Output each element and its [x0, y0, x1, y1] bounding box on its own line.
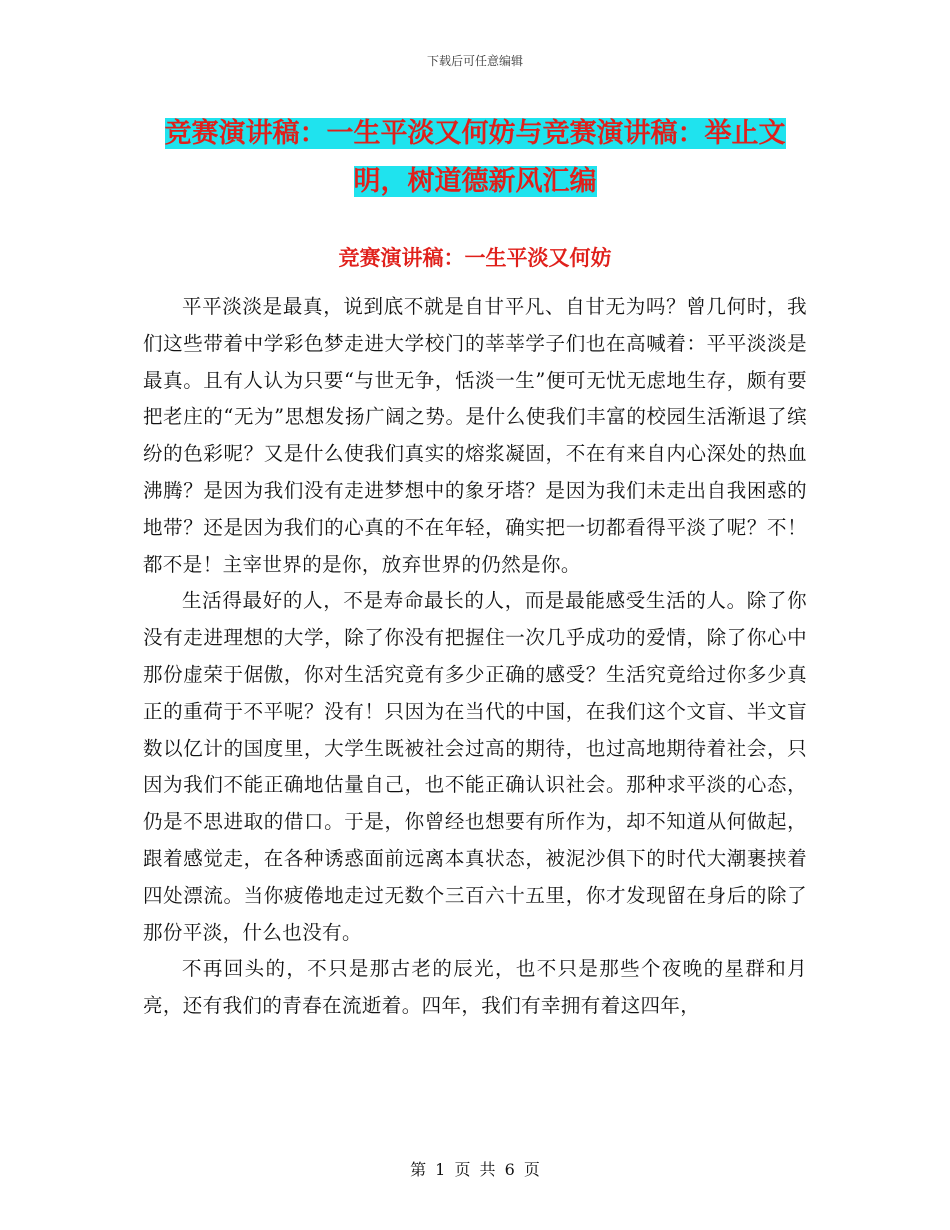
- document-title-text: 竞赛演讲稿：一生平淡又何妨与竞赛演讲稿：举止文明，树道德新风汇编: [164, 118, 786, 197]
- paragraph: 不再回头的，不只是那古老的辰光，也不只是那些个夜晚的星群和月亮，还有我们的青春在流逝着。四年，我们有幸拥有着这四年，: [143, 957, 807, 1018]
- section-title: 竞赛演讲稿：一生平淡又何妨: [338, 246, 612, 270]
- document-title: [140, 110, 810, 206]
- page-number-footer: 第 1 页 共 6 页: [410, 1160, 540, 1179]
- paragraph: 生活得最好的人，不是寿命最长的人，而是最能感受生活的人。除了你没有走进理想的大学，除了你没有把握住一次几乎成功的爱情，除了你心中那份虚荣于倨傲，你对生活究竟有多少正确的感受？生活究竟给过你多少真正的重荷于不平呢？没有！只因为在当代的中国，在我们这个文盲、半文盲数以亿计的国度里，大学生既被社会过高的期待，也过高地期待着社会，只因为我们不能正确地估量自己，也不能正确认识社会。那种求平淡的心态，仍是不思进取的借口。于是，你曾经也想要有所作为，却不知道从何做起，跟着感觉走，在各种诱惑面前远离本真状态，被泥沙俱下的时代大潮裹挟着四处漂流。当你疲倦地走过无数个三百六十五里，你才发现留在身后的除了那份平淡，什么也没有。: [143, 589, 807, 944]
- header-note: 下载后可任意编辑: [426, 54, 523, 68]
- body-text: [143, 289, 807, 1025]
- paragraph: 平平淡淡是最真，说到底不就是自甘平凡、自甘无为吗？曾几何时，我们这些带着中学彩色梦走进大学校门的莘莘学子们也在高喊着：平平淡淡是最真。且有人认为只要“与世无争，恬淡一生”便可无忧无虑地生存，颇有要把老庄的“无为”思想发扬广阔之势。是什么使我们丰富的校园生活渐退了缤纷的色彩呢？又是什么使我们真实的熔浆凝固，不在有来自内心深处的热血沸腾？是因为我们没有走进梦想中的象牙塔？是因为我们未走出自我困惑的地带？还是因为我们的心真的不在年轻，确实把一切都看得平淡了呢？不！都不是！主宰世界的是你，放弃世界的仍然是你。: [143, 295, 807, 576]
